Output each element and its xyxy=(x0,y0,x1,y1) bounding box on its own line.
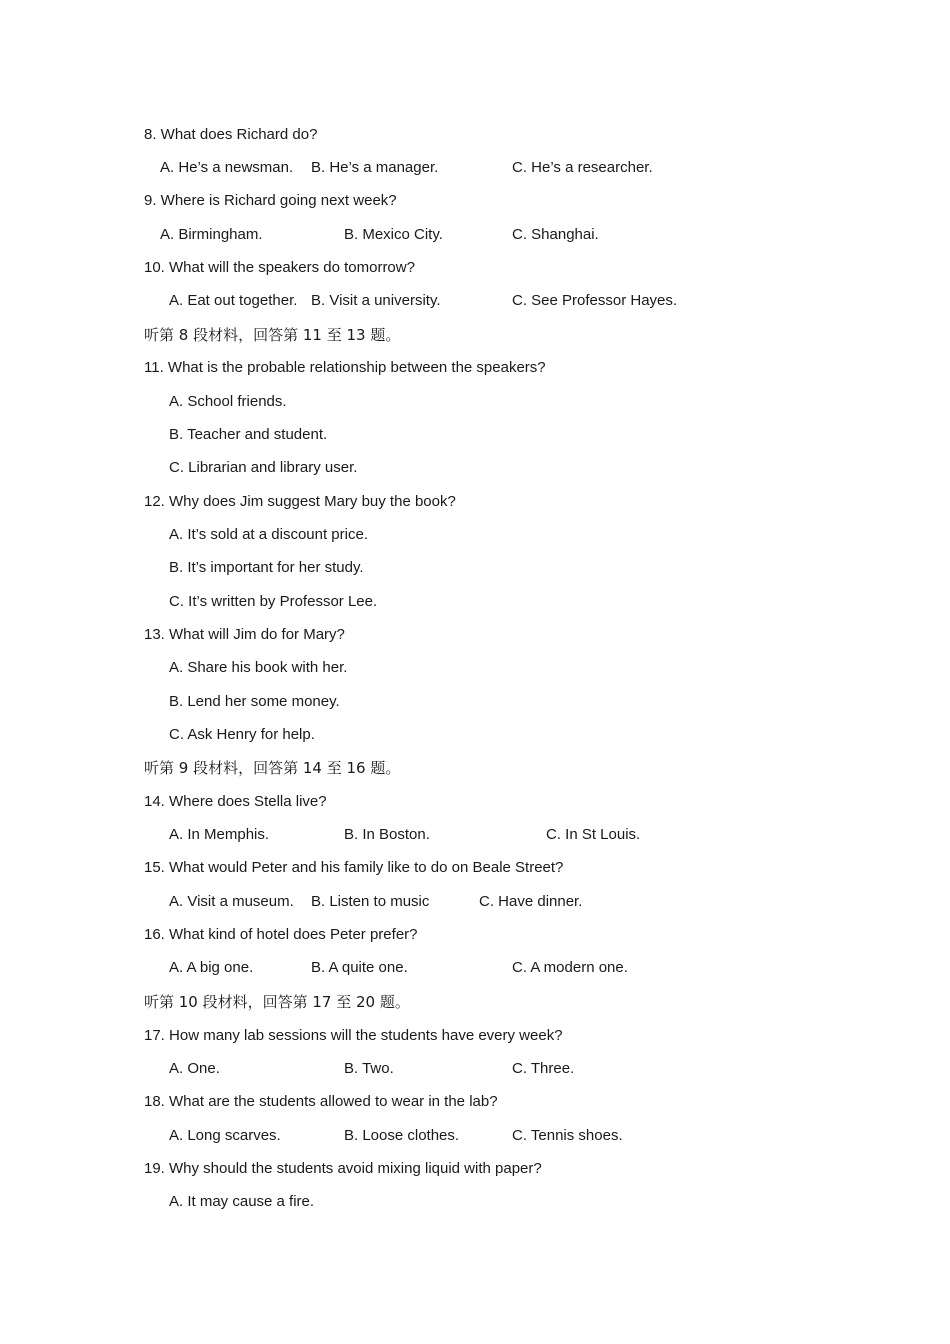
question-18-option-c: C. Tennis shoes. xyxy=(512,1127,623,1144)
question-12-option-a: A. It’s sold at a discount price. xyxy=(169,526,368,543)
section-9-heading: 听第 9 段材料，回答第 14 至 16 题。 xyxy=(144,759,401,777)
question-15-option-a: A. Visit a museum. xyxy=(169,893,294,910)
question-14-option-c: C. In St Louis. xyxy=(546,826,641,843)
section-8-heading: 听第 8 段材料，回答第 11 至 13 题。 xyxy=(144,326,401,344)
question-8-option-a: A. He’s a newsman. xyxy=(160,159,294,176)
question-17-option-a: A. One. xyxy=(169,1060,220,1077)
question-8-stem: 8. What does Richard do? xyxy=(144,126,318,143)
question-11-option-b: B. Teacher and student. xyxy=(169,426,328,443)
question-17-option-c: C. Three. xyxy=(512,1060,575,1077)
question-15-stem: 15. What would Peter and his family like to do on Beale Street? xyxy=(144,859,564,876)
question-14-option-b: B. In Boston. xyxy=(344,826,430,843)
question-8-option-c: C. He’s a researcher. xyxy=(512,159,653,176)
question-9-option-a: A. Birmingham. xyxy=(160,226,263,243)
question-16-option-a: A. A big one. xyxy=(169,959,254,976)
question-13-option-c: C. Ask Henry for help. xyxy=(169,726,315,743)
question-18-stem: 18. What are the students allowed to wear in the lab? xyxy=(144,1093,498,1110)
question-10-option-b: B. Visit a university. xyxy=(311,292,441,309)
question-9-option-c: C. Shanghai. xyxy=(512,226,599,243)
question-17-stem: 17. How many lab sessions will the students have every week? xyxy=(144,1027,563,1044)
question-10-option-c: C. See Professor Hayes. xyxy=(512,292,678,309)
question-12-option-b: B. It’s important for her study. xyxy=(169,559,364,576)
question-13-option-b: B. Lend her some money. xyxy=(169,693,340,710)
question-8-option-b: B. He’s a manager. xyxy=(311,159,439,176)
question-15-option-b: B. Listen to music xyxy=(311,893,430,910)
question-14-stem: 14. Where does Stella live? xyxy=(144,793,327,810)
question-17-option-b: B. Two. xyxy=(344,1060,394,1077)
question-19-option-a: A. It may cause a fire. xyxy=(169,1193,315,1210)
question-15-option-c: C. Have dinner. xyxy=(479,893,583,910)
question-19-stem: 19. Why should the students avoid mixing liquid with paper? xyxy=(144,1160,542,1177)
question-11-option-c: C. Librarian and library user. xyxy=(169,459,358,476)
question-9-stem: 9. Where is Richard going next week? xyxy=(144,192,397,209)
question-9-option-b: B. Mexico City. xyxy=(344,226,443,243)
question-16-stem: 16. What kind of hotel does Peter prefer? xyxy=(144,926,418,943)
question-18-option-b: B. Loose clothes. xyxy=(344,1127,460,1144)
question-12-stem: 12. Why does Jim suggest Mary buy the book? xyxy=(144,493,456,510)
question-12-option-c: C. It’s written by Professor Lee. xyxy=(169,593,378,610)
question-10-option-a: A. Eat out together. xyxy=(169,292,298,309)
question-10-stem: 10. What will the speakers do tomorrow? xyxy=(144,259,415,276)
question-13-option-a: A. Share his book with her. xyxy=(169,659,348,676)
question-11-option-a: A. School friends. xyxy=(169,393,287,410)
question-11-stem: 11. What is the probable relationship between the speakers? xyxy=(144,359,546,376)
section-10-heading: 听第 10 段材料，回答第 17 至 20 题。 xyxy=(144,993,410,1011)
question-13-stem: 13. What will Jim do for Mary? xyxy=(144,626,345,643)
question-16-option-b: B. A quite one. xyxy=(311,959,408,976)
question-18-option-a: A. Long scarves. xyxy=(169,1127,281,1144)
question-14-option-a: A. In Memphis. xyxy=(169,826,270,843)
question-16-option-c: C. A modern one. xyxy=(512,959,628,976)
